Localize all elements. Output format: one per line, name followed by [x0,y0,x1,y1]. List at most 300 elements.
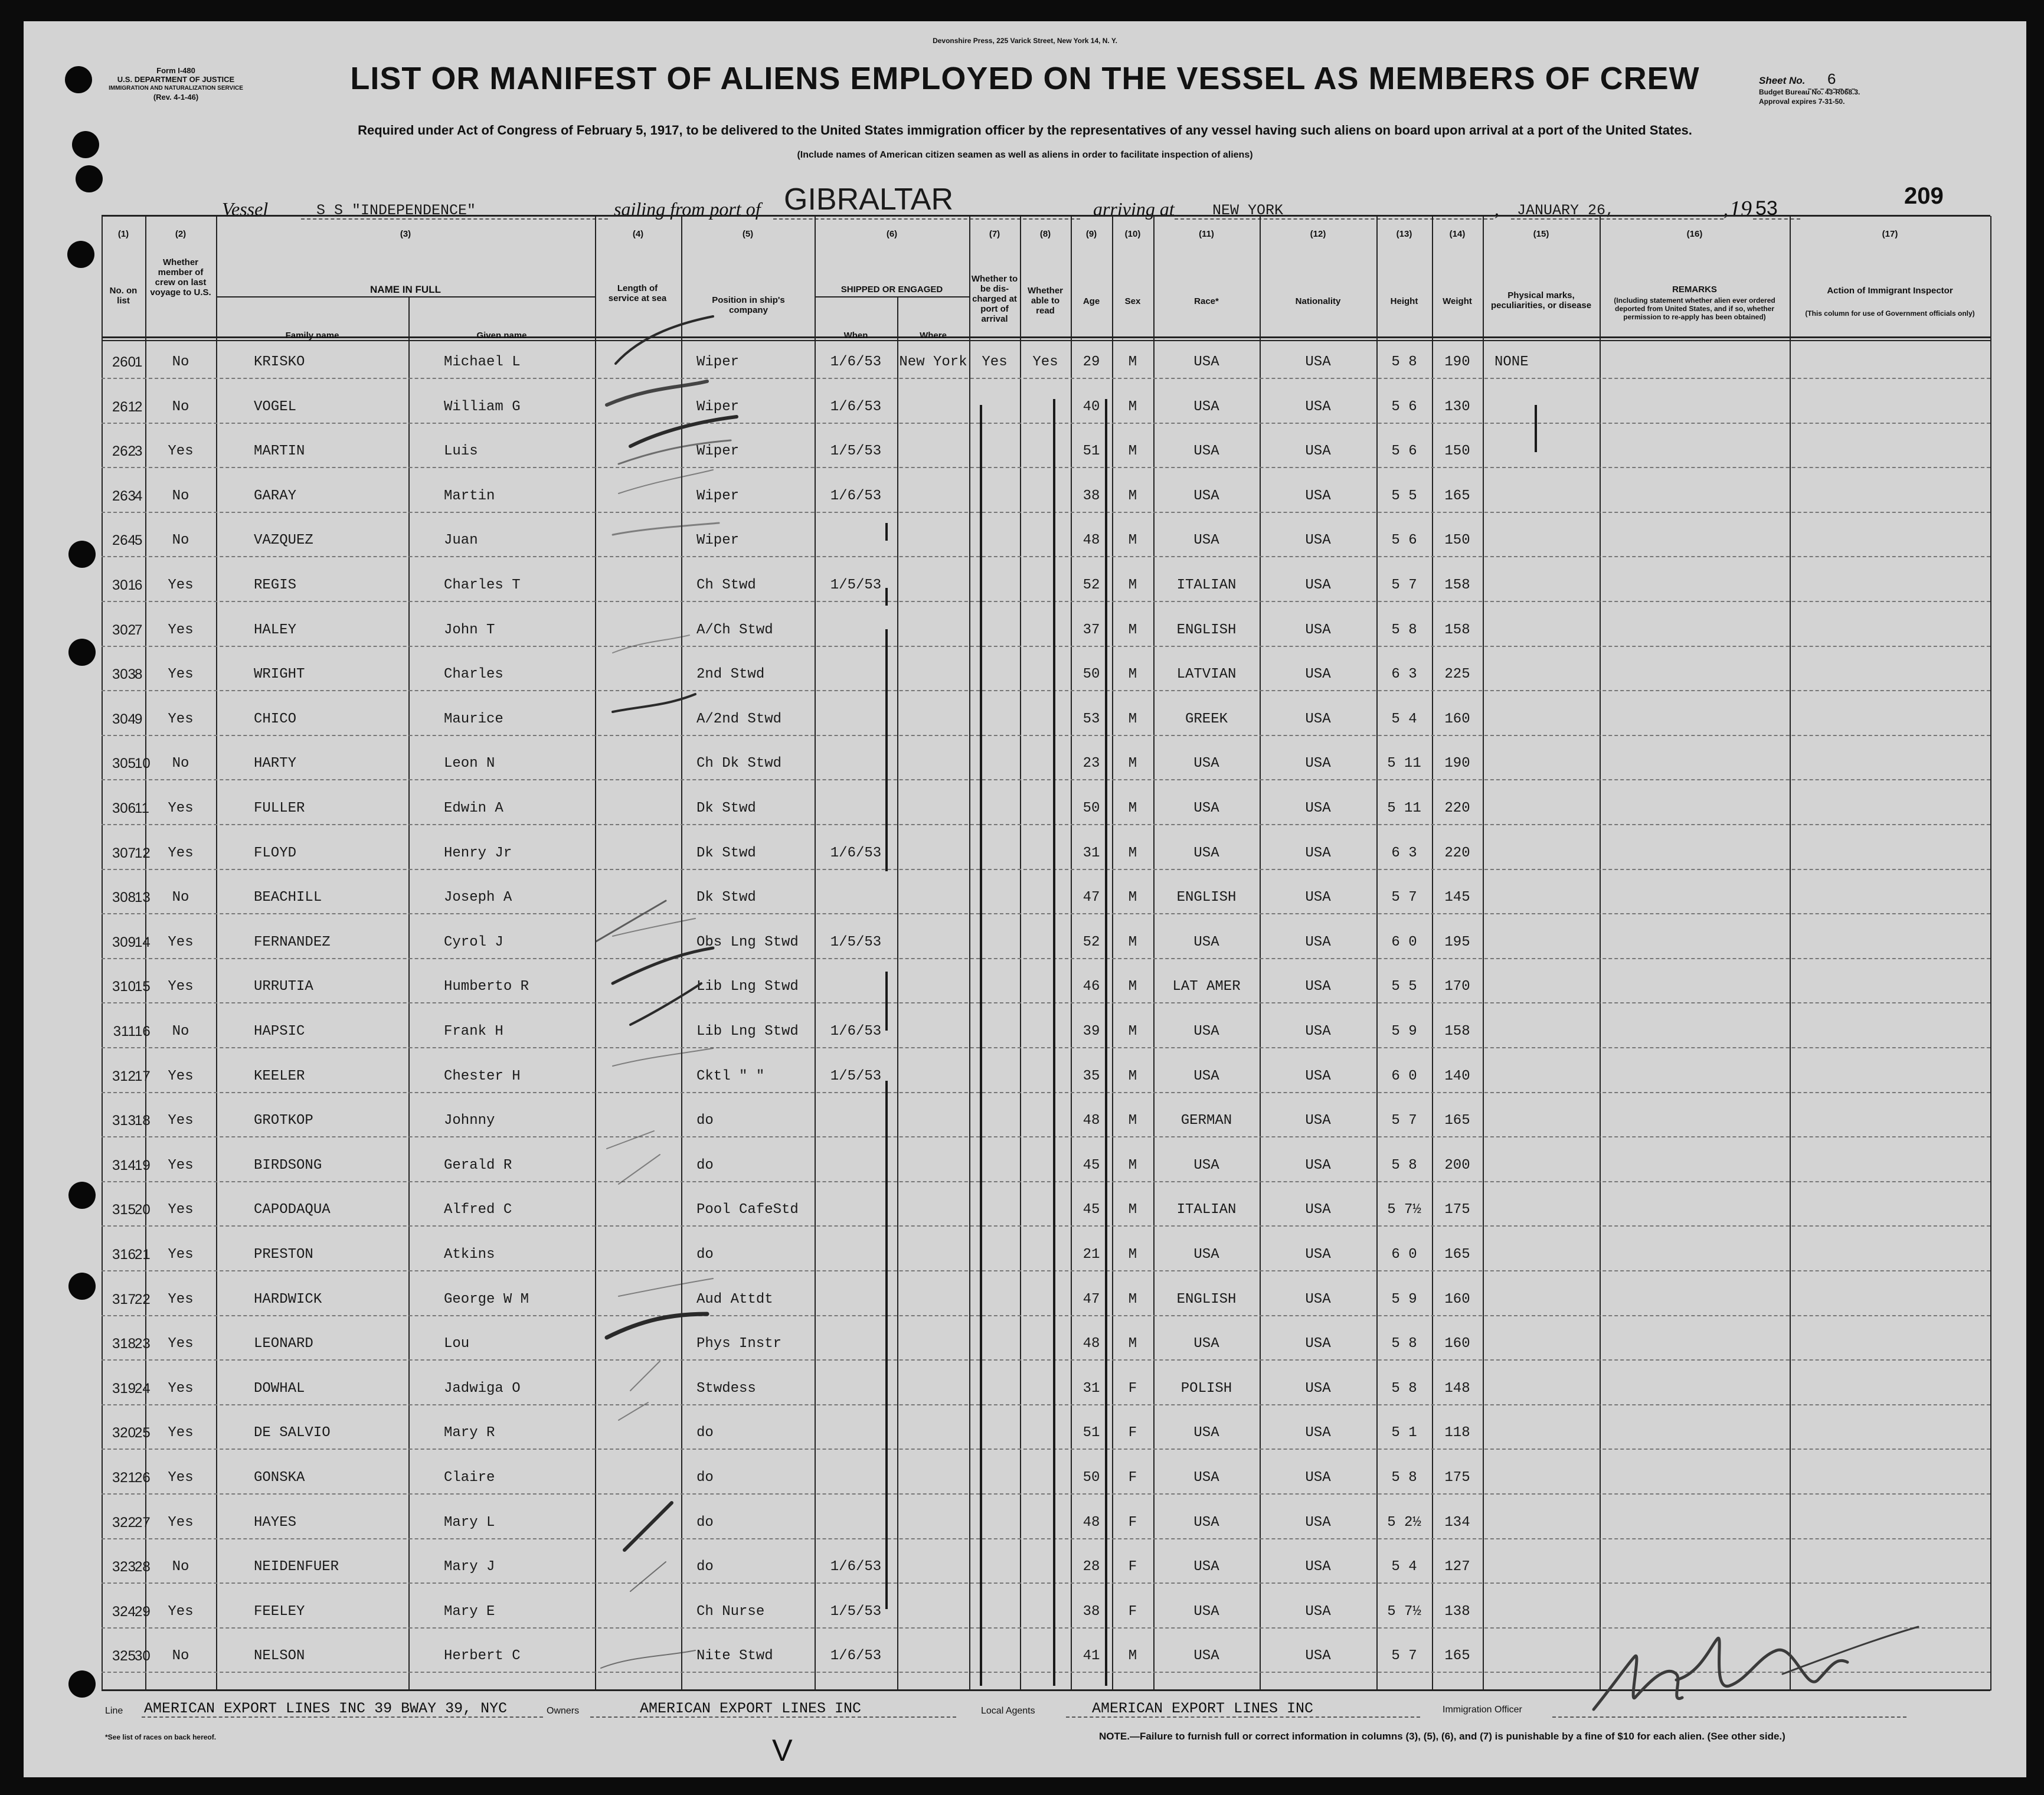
cell-ref-number: 313 [112,1113,136,1129]
header-family-name: Family name [285,331,339,341]
line-label: Line [105,1706,123,1716]
cell-race: GREEK [1185,711,1228,727]
pencil-stroke [613,948,713,983]
cell-crew-last-voyage: Yes [168,1425,194,1441]
cell-no-on-list: 6 [135,577,143,593]
cell-when: 1/5/53 [830,443,882,460]
arrival-date: JANUARY 26, [1517,202,1615,219]
cell-given-name: Maurice [444,711,503,727]
header-length-of-service: Length of service at sea [608,283,667,303]
cell-no-on-list: 23 [135,1336,151,1352]
cell-ref-number: 263 [112,488,136,504]
cell-given-name: Henry Jr [444,845,512,861]
col-line [408,296,410,1691]
cell-age: 38 [1082,488,1100,504]
cell-given-name: Humberto R [444,979,529,995]
col-num-6: (6) [886,229,898,239]
cell-race: USA [1193,1024,1219,1039]
pencil-stroke [619,1279,713,1296]
col-num-17: (17) [1882,229,1898,239]
cell-weight: 140 [1444,1068,1470,1084]
cell-height: 5 6 [1391,443,1417,460]
cell-family-name: VOGEL [254,398,297,415]
pencil-stroke [630,1361,660,1391]
cell-height: 5 5 [1391,979,1417,995]
cell-no-on-list: 5 [135,532,143,549]
cell-nationality: USA [1305,1514,1331,1531]
cell-position: do [696,1470,714,1486]
cell-race: LAT AMER [1172,979,1241,995]
cell-crew-last-voyage: No [172,398,189,415]
cell-ref-number: 262 [112,443,136,460]
cell-given-name: Martin [444,488,495,504]
cell-nationality: USA [1305,1291,1331,1307]
officer-label: Immigration Officer [1443,1705,1522,1715]
cell-weight: 160 [1444,1291,1470,1307]
cell-weight: 138 [1444,1603,1470,1620]
cell-given-name: Joseph A [444,890,512,906]
cell-given-name: Leon N [444,756,495,772]
pencil-stroke [630,1562,666,1591]
cell-crew-last-voyage: No [172,532,189,549]
header-position: Position in ship's company [712,295,785,315]
header-remarks-note: (Including statement whether alien ever ordered deported from United States, and if so, whether permission to re-apply has been obtained) [1614,296,1775,321]
cell-nationality: USA [1305,1068,1331,1084]
cell-sex: F [1128,1425,1137,1441]
cell-position: Ch Dk Stwd [696,756,782,772]
cell-position: Obs Lng Stwd [696,934,799,950]
cell-ref-number: 320 [112,1425,136,1441]
cell-given-name: John T [444,622,495,638]
cell-no-on-list: 19 [135,1157,151,1173]
header-when: When [843,331,868,341]
cell-no-on-list: 11 [135,800,149,816]
cell-position: Cktl " " [696,1068,765,1084]
cell-given-name: Juan [444,532,478,549]
year-suffix: 53 [1755,197,1778,220]
cell-family-name: NEIDENFUER [254,1559,339,1575]
cell-height: 5 7 [1391,1648,1417,1665]
col-line [1990,216,1991,1691]
cell-nationality: USA [1305,398,1331,415]
cell-family-name: BEACHILL [254,890,322,906]
cell-position: Dk Stwd [696,800,756,816]
cell-sex: M [1128,398,1137,415]
header-physical-marks: Physical marks, peculiarities, or disease [1490,290,1592,310]
cell-race: USA [1193,443,1219,460]
cell-age: 50 [1082,800,1100,816]
cell-age: 45 [1082,1202,1100,1218]
cell-race: ITALIAN [1176,577,1237,593]
cell-age: 47 [1082,1291,1100,1307]
cell-family-name: MARTIN [254,443,305,460]
cell-nationality: USA [1305,577,1331,593]
cell-when: 1/5/53 [830,577,882,593]
cell-crew-last-voyage: Yes [168,1068,194,1084]
cell-nationality: USA [1305,1603,1331,1620]
cell-position: A/Ch Stwd [696,622,773,638]
cell-family-name: DE SALVIO [254,1425,331,1441]
cell-no-on-list: 26 [135,1470,151,1486]
owners-value: AMERICAN EXPORT LINES INC [640,1700,862,1717]
col-num-5: (5) [742,229,754,239]
cell-sex: M [1128,756,1137,772]
cell-age: 35 [1082,1068,1100,1084]
cell-position: Lib Lng Stwd [696,1024,799,1039]
cell-given-name: Mary L [444,1514,495,1531]
cell-no-on-list: 3 [135,443,143,460]
port-underline [773,218,1080,220]
cell-family-name: REGIS [254,577,297,593]
cell-given-name: Charles T [444,577,521,593]
cell-weight: 200 [1444,1157,1470,1173]
header-able-to-read: Whether able to read [1028,286,1063,316]
cell-no-on-list: 1 [135,354,143,370]
pencil-stroke [607,1314,707,1338]
cell-weight: 220 [1444,845,1470,861]
cell-nationality: USA [1305,354,1331,370]
cell-weight: 175 [1444,1202,1470,1218]
cell-race: USA [1193,845,1219,861]
cell-ref-number: 312 [112,1068,136,1084]
cell-position: do [696,1157,714,1173]
col-line [216,216,217,1691]
cell-weight: 195 [1444,934,1470,950]
cell-weight: 165 [1444,1648,1470,1665]
cell-race: USA [1193,1157,1219,1173]
punch-hole-lower-2 [68,1273,96,1300]
cell-race: USA [1193,1559,1219,1575]
service-name: IMMIGRATION AND NATURALIZATION SERVICE [109,85,243,91]
cell-no-on-list: 17 [135,1068,151,1084]
cell-age: 50 [1082,1470,1100,1486]
cell-race: USA [1193,1470,1219,1486]
cell-discharged: Yes [982,354,1008,370]
cell-ref-number: 306 [112,800,136,816]
cell-age: 37 [1082,622,1100,638]
cell-family-name: HAYES [254,1514,297,1531]
header-height: Height [1390,296,1418,306]
cell-sex: M [1128,711,1137,727]
sheet-label: Sheet No. [1759,75,1806,86]
pencil-stroke [613,694,695,712]
cell-height: 5 6 [1391,532,1417,549]
cell-when: 1/6/53 [830,1024,882,1039]
cell-family-name: HARDWICK [254,1291,322,1307]
cell-crew-last-voyage: Yes [168,1603,194,1620]
cell-age: 28 [1082,1559,1100,1575]
cell-sex: M [1128,1113,1137,1129]
cell-weight: 175 [1444,1470,1470,1486]
cell-crew-last-voyage: Yes [168,1113,194,1129]
cell-given-name: Mary J [444,1559,495,1575]
cell-age: 53 [1082,711,1100,727]
penalty-note: NOTE.—Failure to furnish full or correct information in columns (3), (5), (6), and (7) is punishable by a fine of $10 for each alien. (See other side.) [1099,1731,1785,1742]
cell-weight: 150 [1444,443,1470,460]
col-num-7: (7) [989,229,1000,239]
cell-ref-number: 311 [113,1024,136,1039]
cell-family-name: DOWHAL [254,1380,305,1397]
year-prefix: 19 [1729,197,1752,221]
cell-given-name: Michael L [444,354,521,370]
punch-hole-mid-2 [68,639,96,666]
sheet-number: 6 [1808,71,1855,90]
cell-age: 45 [1082,1157,1100,1173]
cell-sex: M [1128,1648,1137,1665]
cell-ref-number: 325 [112,1648,136,1665]
cell-crew-last-voyage: No [172,1559,189,1575]
cell-race: USA [1193,1514,1219,1531]
punch-hole-lower-1 [68,1182,96,1209]
cell-weight: 170 [1444,979,1470,995]
cell-sex: M [1128,354,1137,370]
header-sex: Sex [1124,296,1141,306]
cell-position: Ch Stwd [696,577,756,593]
cell-ref-number: 305 [112,756,136,772]
cell-race: USA [1193,354,1219,370]
budget-block [1759,87,1860,106]
cell-age: 48 [1082,532,1100,549]
cell-position: Dk Stwd [696,845,756,861]
cell-crew-last-voyage: Yes [168,845,194,861]
cell-family-name: HARTY [254,756,297,772]
cell-position: Wiper [696,488,740,504]
cell-height: 6 0 [1391,1068,1417,1084]
table-top-rule [102,215,1990,217]
cell-ref-number: 264 [112,532,136,549]
cell-height: 5 7 [1391,890,1417,906]
cell-family-name: FERNANDEZ [254,934,331,950]
cell-sex: M [1128,845,1137,861]
cell-nationality: USA [1305,1470,1331,1486]
cell-no-on-list: 9 [135,711,143,727]
cell-sex: F [1128,1470,1137,1486]
cell-race: USA [1193,1425,1219,1441]
cell-height: 5 5 [1391,488,1417,504]
cell-weight: 158 [1444,622,1470,638]
cell-ref-number: 316 [112,1247,136,1263]
cell-given-name: William G [444,398,521,415]
departure-port: GIBRALTAR [784,182,954,217]
cell-given-name: Mary R [444,1425,495,1441]
cell-family-name: FLOYD [254,845,297,861]
cell-no-on-list: 21 [135,1247,151,1263]
cell-sex: M [1128,1024,1137,1039]
cell-crew-last-voyage: Yes [168,1202,194,1218]
cell-given-name: Frank H [444,1024,503,1039]
cell-given-name: Atkins [444,1247,495,1263]
pencil-stroke [619,1155,660,1184]
cell-height: 5 7 [1391,1113,1417,1129]
header-action-note: (This column for use of Government officials only) [1805,309,1975,318]
cell-sex: F [1128,1380,1137,1397]
cell-height: 5 2½ [1387,1514,1421,1531]
cell-ref-number: 317 [112,1291,136,1307]
cell-when: 1/5/53 [830,1068,882,1084]
header-age: Age [1082,296,1100,306]
header-name-in-full: NAME IN FULL [370,284,441,295]
cell-race: USA [1193,934,1219,950]
col-line [1790,216,1791,1691]
cell-crew-last-voyage: Yes [168,1157,194,1173]
cell-given-name: Chester H [444,1068,521,1084]
cell-no-on-list: 15 [135,979,151,995]
col-line [1600,216,1601,1691]
cell-race: GERMAN [1180,1113,1232,1129]
cell-given-name: Alfred C [444,1202,512,1218]
cell-age: 39 [1082,1024,1100,1039]
cell-ref-number: 319 [112,1380,136,1397]
cell-sex: M [1128,1291,1137,1307]
cell-no-on-list: 27 [135,1514,151,1531]
cell-ref-number: 321 [112,1470,136,1486]
line-value: AMERICAN EXPORT LINES INC 39 BWAY 39, NYC [144,1700,508,1717]
cell-ref-number: 323 [112,1559,136,1575]
cell-family-name: LEONARD [254,1336,313,1352]
stamped-number: 209 [1904,183,1944,209]
cell-crew-last-voyage: Yes [168,1247,194,1263]
cell-ref-number: 301 [112,577,136,593]
punch-hole-upper-2 [76,165,103,192]
cell-given-name: George W M [444,1291,529,1307]
cell-weight: 118 [1444,1425,1470,1441]
cell-age: 31 [1082,1380,1100,1397]
cell-nationality: USA [1305,1559,1331,1575]
punch-hole-mid-1 [68,541,96,568]
cell-position: Pool CafeStd [696,1202,799,1218]
form-revision: (Rev. 4-1-46) [153,93,199,102]
header-nationality: Nationality [1295,296,1341,306]
cell-weight: 158 [1444,1024,1470,1039]
name-subheader-rule [216,296,595,297]
cell-given-name: Claire [444,1470,495,1486]
cell-crew-last-voyage: Yes [168,577,194,593]
cell-nationality: USA [1305,622,1331,638]
cell-sex: M [1128,934,1137,950]
header-race: Race* [1194,296,1219,306]
cell-family-name: KEELER [254,1068,305,1084]
col-num-16: (16) [1686,229,1703,239]
pencil-stroke [607,381,707,405]
cell-family-name: FULLER [254,800,305,816]
cell-height: 5 7½ [1387,1202,1421,1218]
cell-nationality: USA [1305,890,1331,906]
agents-label: Local Agents [981,1706,1035,1716]
cell-weight: 190 [1444,354,1470,370]
cell-crew-last-voyage: Yes [168,800,194,816]
cell-position: Phys Instr [696,1336,782,1352]
cell-height: 5 7 [1391,577,1417,593]
cell-family-name: KRISKO [254,354,305,370]
cell-weight: 130 [1444,398,1470,415]
cell-no-on-list: 16 [135,1024,151,1039]
cell-family-name: NELSON [254,1648,305,1665]
cell-nationality: USA [1305,1024,1331,1039]
header-discharged: Whether to be dis-charged at port of arrival [971,274,1018,324]
pencil-marks [595,299,748,1692]
punch-hole-bottom [68,1670,96,1698]
col-num-15: (15) [1533,229,1549,239]
cell-no-on-list: 7 [135,622,143,638]
header-no-on-list: No. on list [109,286,138,306]
pencil-stroke [613,1048,713,1066]
cell-when: 1/6/53 [830,1559,882,1575]
cell-age: 46 [1082,979,1100,995]
pencil-stroke [613,635,689,653]
cell-age: 48 [1082,1336,1100,1352]
cell-height: 5 4 [1391,1559,1417,1575]
cell-sex: M [1128,979,1137,995]
cell-ref-number: 310 [112,979,136,995]
cell-weight: 127 [1444,1559,1470,1575]
col-num-11: (11) [1199,229,1214,239]
cell-no-on-list: 12 [135,845,151,861]
cell-crew-last-voyage: Yes [168,934,194,950]
cell-race: LATVIAN [1176,666,1237,683]
cell-family-name: WRIGHT [254,666,305,683]
cell-nationality: USA [1305,934,1331,950]
cell-weight: 165 [1444,1247,1470,1263]
cell-height: 5 11 [1387,800,1421,816]
officer-underline [1552,1716,1906,1718]
cell-weight: 148 [1444,1380,1470,1397]
cell-no-on-list: 29 [135,1603,151,1620]
cell-nationality: USA [1305,1380,1331,1397]
cell-weight: 165 [1444,488,1470,504]
cell-height: 5 4 [1391,711,1417,727]
cell-family-name: FEELEY [254,1603,305,1620]
cell-crew-last-voyage: Yes [168,443,194,460]
cell-race: ENGLISH [1176,890,1237,906]
pencil-stroke [624,1503,672,1550]
cell-ref-number: 324 [112,1603,136,1620]
cell-weight: 160 [1444,1336,1470,1352]
cell-no-on-list: 8 [135,666,143,683]
cell-crew-last-voyage: No [172,1024,189,1039]
cell-nationality: USA [1305,979,1331,995]
col-num-2: (2) [175,229,187,239]
ditto-lines [815,352,1582,1686]
cell-ref-number: 322 [112,1514,136,1531]
pencil-stroke [613,523,719,535]
cell-age: 48 [1082,1113,1100,1129]
cell-crew-last-voyage: No [172,488,189,504]
arrival-port: NEW YORK [1212,202,1284,219]
arriving-label: arriving at [1093,198,1175,220]
sailing-label: sailing from port of [614,198,761,220]
cell-given-name: Jadwiga O [444,1380,521,1397]
check-mark: V [772,1734,793,1768]
cell-height: 5 8 [1391,354,1417,370]
cell-nationality: USA [1305,1157,1331,1173]
vessel-label: Vessel [222,198,269,220]
cell-position: A/2nd Stwd [696,711,782,727]
cell-sex: M [1128,577,1137,593]
cell-sex: M [1128,890,1137,906]
cell-when: 1/6/53 [830,1648,882,1665]
cell-no-on-list: 10 [135,756,151,772]
agents-underline [1066,1716,1420,1718]
cell-when: 1/6/53 [830,398,882,415]
cell-race: POLISH [1180,1380,1232,1397]
cell-family-name: GARAY [254,488,297,504]
cell-race: USA [1193,1603,1219,1620]
cell-weight: 165 [1444,1113,1470,1129]
cell-crew-last-voyage: Yes [168,666,194,683]
cell-ref-number: 318 [112,1336,136,1352]
cell-height: 5 8 [1391,1157,1417,1173]
line-underline [142,1716,543,1718]
